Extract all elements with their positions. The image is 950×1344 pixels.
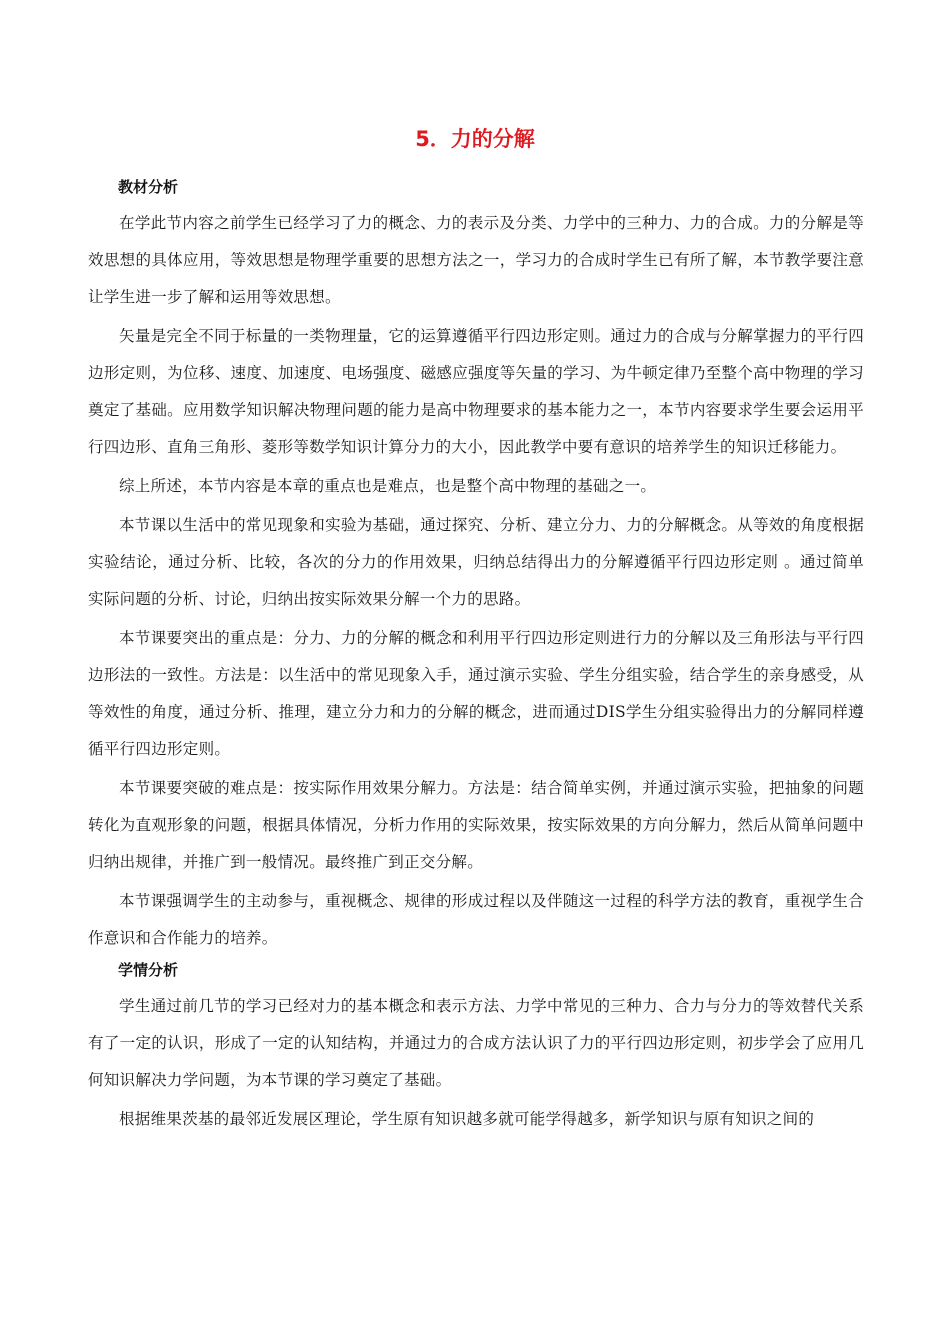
paragraph: 学生通过前几节的学习已经对力的基本概念和表示方法、力学中常见的三种力、合力与分力的等效替代关系有了一定的认识，形成了一定的认知结构，并通过力的合成方法认识了力的平行四边形定则，初步学会了应用几何知识解决力学问题，为本节课的学习奠定了基础。 xyxy=(88,997,864,1089)
paragraph: 根据维果茨基的最邻近发展区理论，学生原有知识越多就可能学得越多，新学知识与原有知识之间的 xyxy=(119,1110,815,1128)
paragraph: 本节课要突出的重点是：分力、力的分解的概念和利用平行四边形定则进行力的分解以及三角形法与平行四边形法的一致性。方法是：以生活中的常见现象入手，通过演示实验、学生分组实验，结合学生的亲身感受，从等效性的角度，通过分析、推理，建立分力和力的分解的概念，进而通过DIS学生分组实验得出力的分解同样遵循平行四边形定则。 xyxy=(88,629,864,758)
section-heading: 学情分析 xyxy=(118,961,179,979)
section-learner-analysis xyxy=(88,959,864,1138)
paragraph: 矢量是完全不同于标量的一类物理量，它的运算遵循平行四边形定则。通过力的合成与分解掌握力的平行四边形定则，为位移、速度、加速度、电场强度、磁感应强度等矢量的学习、为牛顿定律乃至整个高中物理的学习奠定了基础。应用数学知识解决物理问题的能力是高中物理要求的基本能力之一，本节内容要求学生要会运用平行四边形、直角三角形、菱形等数学知识计算分力的大小，因此教学中要有意识的培养学生的知识迁移能力。 xyxy=(88,327,864,456)
paragraph: 本节课以生活中的常见现象和实验为基础，通过探究、分析、建立分力、力的分解概念。从等效的角度根据实验结论，通过分析、比较，各次的分力的作用效果，归纳总结得出力的分解遵循平行四边形定则 。通过简单实际问题的分析、讨论，归纳出按实际效果分解一个力的思路。 xyxy=(88,516,864,608)
paragraph: 本节课强调学生的主动参与，重视概念、规律的形成过程以及伴随这一过程的科学方法的教育，重视学生合作意识和合作能力的培养。 xyxy=(88,892,864,947)
paragraph: 在学此节内容之前学生已经学习了力的概念、力的表示及分类、力学中的三种力、力的合成。力的分解是等效思想的具体应用，等效思想是物理学重要的思想方法之一，学习力的合成时学生已有所了解，本节教学要注意让学生进一步了解和运用等效思想。 xyxy=(88,214,864,306)
section-textbook-analysis xyxy=(88,176,864,957)
section-heading: 教材分析 xyxy=(118,178,179,196)
paragraph: 本节课要突破的难点是：按实际作用效果分解力。方法是：结合简单实例，并通过演示实验，把抽象的问题转化为直观形象的问题，根据具体情况，分析力作用的实际效果，按实际效果的方向分解力，然后从简单问题中归纳出规律，并推广到一般情况。最终推广到正交分解。 xyxy=(88,779,864,871)
document-title: 5．力的分解 xyxy=(415,127,535,151)
document-body xyxy=(88,176,864,1140)
paragraph: 综上所述，本节内容是本章的重点也是难点，也是整个高中物理的基础之一。 xyxy=(119,477,657,495)
